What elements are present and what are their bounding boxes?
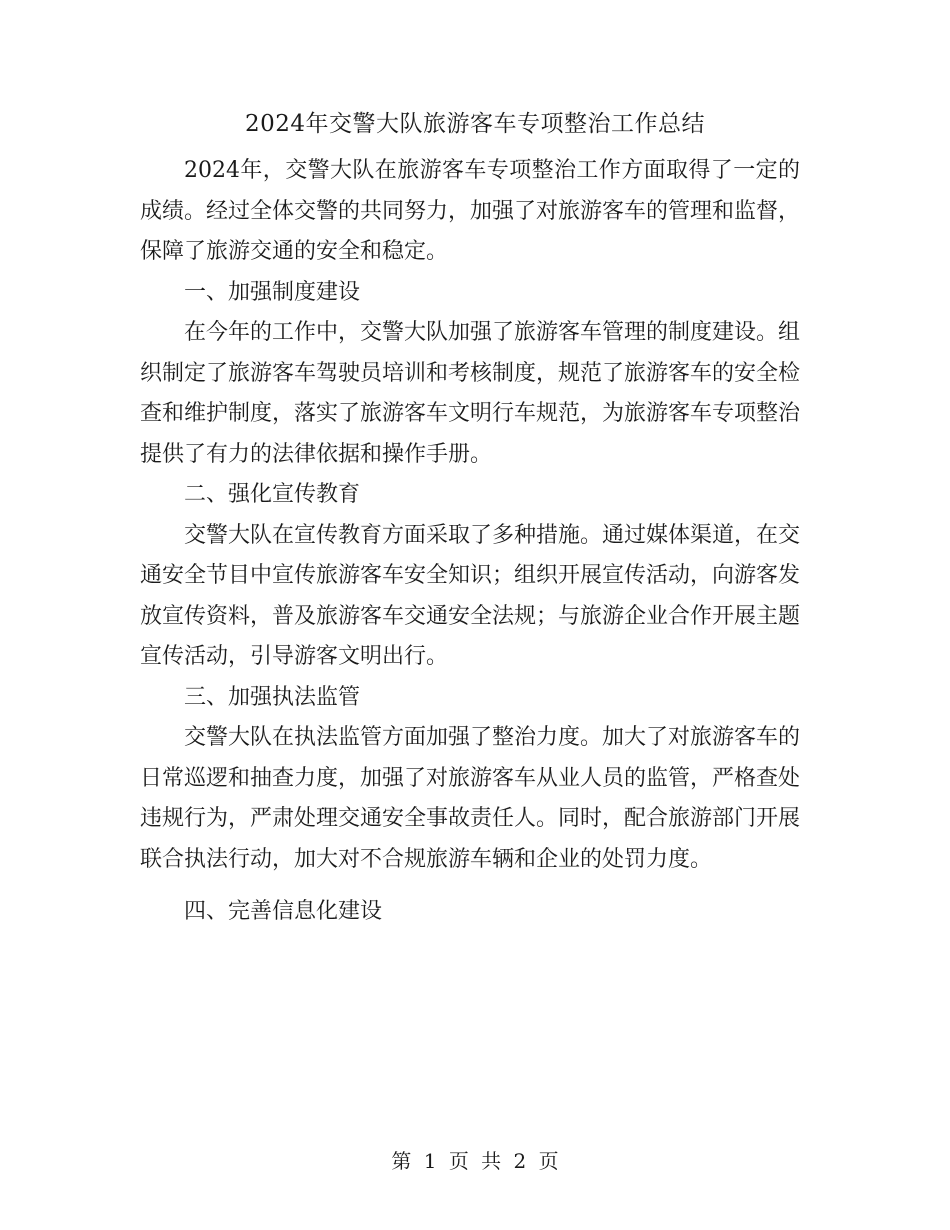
section-heading-1: 一、加强制度建设 bbox=[184, 279, 361, 305]
section-paragraph-1: 在今年的工作中，交警大队加强了旅游客车管理的制度建设。组织制定了旅游客车驾驶员培训和考核制度，规范了旅游客车的安全检查和维护制度，落实了旅游客车文明行车规范，为旅游客车专项整治提供了有力的法律依据和操作手册。 bbox=[140, 320, 801, 467]
section-paragraph-2: 交警大队在宣传教育方面采取了多种措施。通过媒体渠道，在交通安全节目中宣传旅游客车安全知识；组织开展宣传活动，向游客发放宣传资料，普及旅游客车交通安全法规；与旅游企业合作开展主题宣传活动，引导游客文明出行。 bbox=[140, 522, 801, 669]
section-heading-3: 三、加强执法监管 bbox=[184, 684, 361, 710]
intro-paragraph: 2024年，交警大队在旅游客车专项整治工作方面取得了一定的成绩。经过全体交警的共同努力，加强了对旅游客车的管理和监督，保障了旅游交通的安全和稳定。 bbox=[140, 158, 801, 264]
section-paragraph-3: 交警大队在执法监管方面加强了整治力度。加大了对旅游客车的日常巡逻和抽查力度，加强了对旅游客车从业人员的监管，严格查处违规行为，严肃处理交通安全事故责任人。同时，配合旅游部门开展联合执法行动，加大对不合规旅游车辆和企业的处罚力度。 bbox=[140, 725, 801, 872]
section-heading-2: 二、强化宣传教育 bbox=[184, 482, 361, 507]
page-number-footer: 第 1 页 共 2 页 bbox=[391, 1149, 559, 1173]
document-title: 2024年交警大队旅游客车专项整治工作总结 bbox=[244, 111, 706, 137]
document-body bbox=[140, 151, 800, 933]
section-heading-4: 四、完善信息化建设 bbox=[184, 899, 383, 924]
